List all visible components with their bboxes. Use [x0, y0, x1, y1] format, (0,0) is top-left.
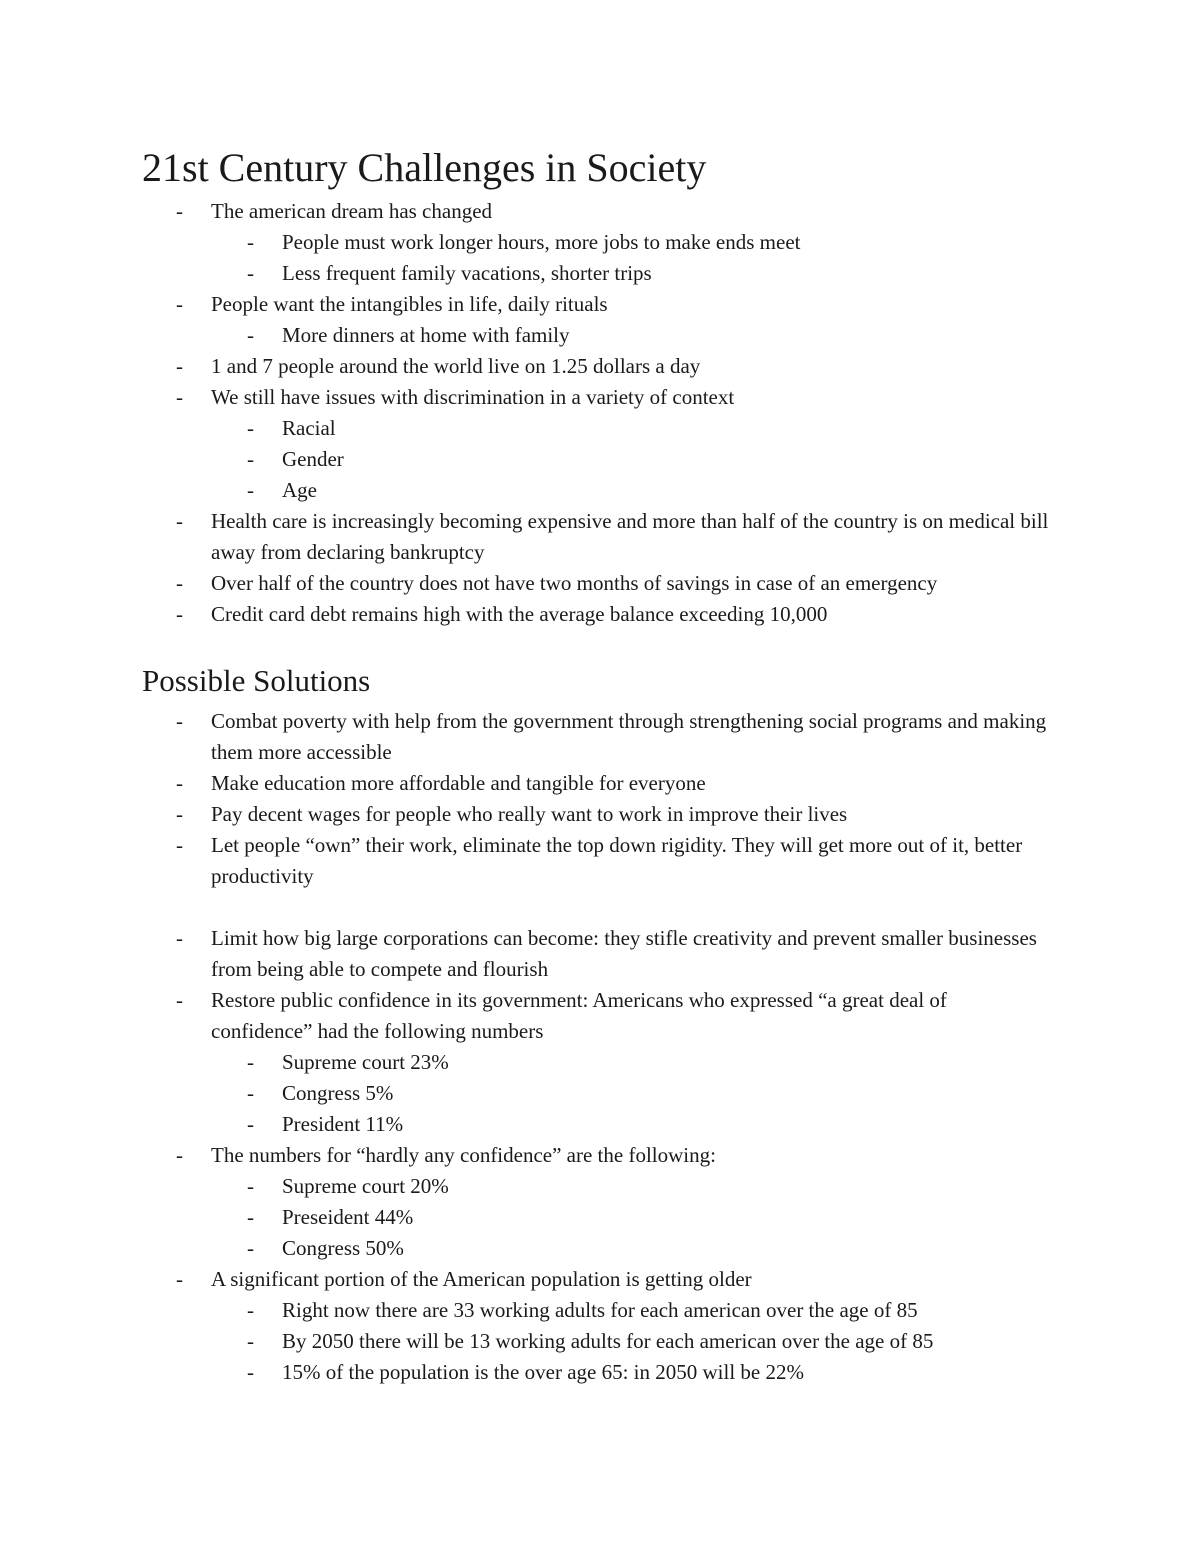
bullet-dash: -	[176, 354, 183, 378]
list-item-text: Let people “own” their work, eliminate the top down rigidity. They will get more out of it, better productivity	[211, 833, 1023, 888]
list-item	[0, 599, 1051, 630]
list-item	[0, 768, 1051, 799]
list-item	[0, 506, 1051, 568]
section-heading-challenges: 21st Century Challenges in Society	[142, 145, 707, 190]
solutions-list	[0, 706, 1200, 1388]
list-item-text: We still have issues with discrimination in a variety of context	[211, 385, 735, 409]
sub-list-item-text: Less frequent family vacations, shorter trips	[282, 261, 652, 285]
sub-list-item	[0, 320, 1052, 351]
bullet-dash: -	[247, 1050, 254, 1074]
sub-list-item-text: Congress 5%	[282, 1081, 394, 1105]
bullet-dash: -	[247, 1236, 254, 1260]
sub-list-item-text: Supreme court 23%	[282, 1050, 449, 1074]
list-item	[0, 923, 1051, 985]
blank-line	[0, 892, 1200, 923]
sub-list-item	[0, 475, 1052, 506]
list-item	[0, 706, 1051, 768]
list-item-text: Credit card debt remains high with the average balance exceeding 10,000	[211, 602, 828, 626]
bullet-dash: -	[176, 1267, 183, 1291]
list-item	[0, 1140, 1051, 1171]
list-item	[0, 351, 1051, 382]
sub-list-item	[0, 413, 1052, 444]
bullet-dash: -	[247, 1329, 254, 1353]
sub-list-item-text: President 11%	[282, 1112, 404, 1136]
list-item	[0, 289, 1051, 320]
bullet-dash: -	[247, 447, 254, 471]
bullet-dash: -	[176, 292, 183, 316]
sub-list-item-text: Right now there are 33 working adults for each american over the age of 85	[282, 1298, 918, 1322]
list-item	[0, 568, 1051, 599]
bullet-dash: -	[247, 261, 254, 285]
list-item	[0, 1264, 1051, 1295]
sub-list-item-text: Gender	[282, 447, 344, 471]
sub-list-item	[0, 1047, 1052, 1078]
sub-list-item	[0, 1326, 1052, 1357]
list-item-text: 1 and 7 people around the world live on 1.25 dollars a day	[211, 354, 701, 378]
list-item-text: A significant portion of the American population is getting older	[211, 1267, 752, 1291]
sub-list-item-text: Congress 50%	[282, 1236, 404, 1260]
challenges-list	[0, 196, 1200, 630]
bullet-dash: -	[176, 509, 183, 533]
list-item	[0, 196, 1051, 227]
list-item-text: Restore public confidence in its government: Americans who expressed “a great deal of confidence” had the following numbers	[211, 988, 947, 1043]
bullet-dash: -	[247, 1360, 254, 1384]
bullet-dash: -	[247, 1081, 254, 1105]
list-item-text: The american dream has changed	[211, 199, 493, 223]
list-item-text: People want the intangibles in life, daily rituals	[211, 292, 608, 316]
list-item	[0, 830, 1051, 892]
bullet-dash: -	[176, 602, 183, 626]
bullet-dash: -	[247, 1298, 254, 1322]
sub-list-item-text: By 2050 there will be 13 working adults for each american over the age of 85	[282, 1329, 934, 1353]
sub-list-item	[0, 1202, 1052, 1233]
bullet-dash: -	[247, 416, 254, 440]
bullet-dash: -	[176, 385, 183, 409]
sub-list-item-text: More dinners at home with family	[282, 323, 570, 347]
sub-list-item-text: Supreme court 20%	[282, 1174, 449, 1198]
list-item-text: Pay decent wages for people who really want to work in improve their lives	[211, 802, 848, 826]
sub-list-item	[0, 227, 1052, 258]
list-item-text: Make education more affordable and tangible for everyone	[211, 771, 706, 795]
list-item-text: Health care is increasingly becoming expensive and more than half of the country is on medical bill away from declaring bankruptcy	[211, 509, 1049, 564]
sub-list-item-text: 15% of the population is the over age 65: in 2050 will be 22%	[282, 1360, 804, 1384]
list-item	[0, 382, 1051, 413]
bullet-dash: -	[176, 926, 183, 950]
sub-list-item	[0, 1357, 1052, 1388]
sub-list-item	[0, 1295, 1052, 1326]
list-item	[0, 799, 1051, 830]
bullet-dash: -	[176, 802, 183, 826]
bullet-dash: -	[247, 478, 254, 502]
bullet-dash: -	[176, 199, 183, 223]
bullet-dash: -	[176, 988, 183, 1012]
sub-list-item-text: People must work longer hours, more jobs to make ends meet	[282, 230, 801, 254]
bullet-dash: -	[247, 323, 254, 347]
sub-list-item	[0, 444, 1052, 475]
bullet-dash: -	[247, 1205, 254, 1229]
bullet-dash: -	[176, 833, 183, 857]
bullet-dash: -	[247, 1112, 254, 1136]
sub-list-item	[0, 1109, 1052, 1140]
list-item-text: The numbers for “hardly any confidence” are the following:	[211, 1143, 716, 1167]
sub-list-item	[0, 1171, 1052, 1202]
bullet-dash: -	[247, 1174, 254, 1198]
sub-list-item-text: Age	[282, 478, 317, 502]
list-item-text: Limit how big large corporations can become: they stifle creativity and prevent smaller businesses from being able to compete and flourish	[211, 926, 1037, 981]
sub-list-item	[0, 1078, 1052, 1109]
section-heading-solutions: Possible Solutions	[142, 663, 371, 698]
sub-list-item-text: Preseident 44%	[282, 1205, 414, 1229]
sub-list-item-text: Racial	[282, 416, 336, 440]
list-item-text: Combat poverty with help from the government through strengthening social programs and making them more accessible	[211, 709, 1047, 764]
list-item	[0, 985, 1051, 1047]
bullet-dash: -	[176, 1143, 183, 1167]
bullet-dash: -	[176, 571, 183, 595]
bullet-dash: -	[176, 709, 183, 733]
bullet-dash: -	[176, 771, 183, 795]
sub-list-item	[0, 258, 1052, 289]
bullet-dash: -	[247, 230, 254, 254]
sub-list-item	[0, 1233, 1052, 1264]
list-item-text: Over half of the country does not have two months of savings in case of an emergency	[211, 571, 938, 595]
